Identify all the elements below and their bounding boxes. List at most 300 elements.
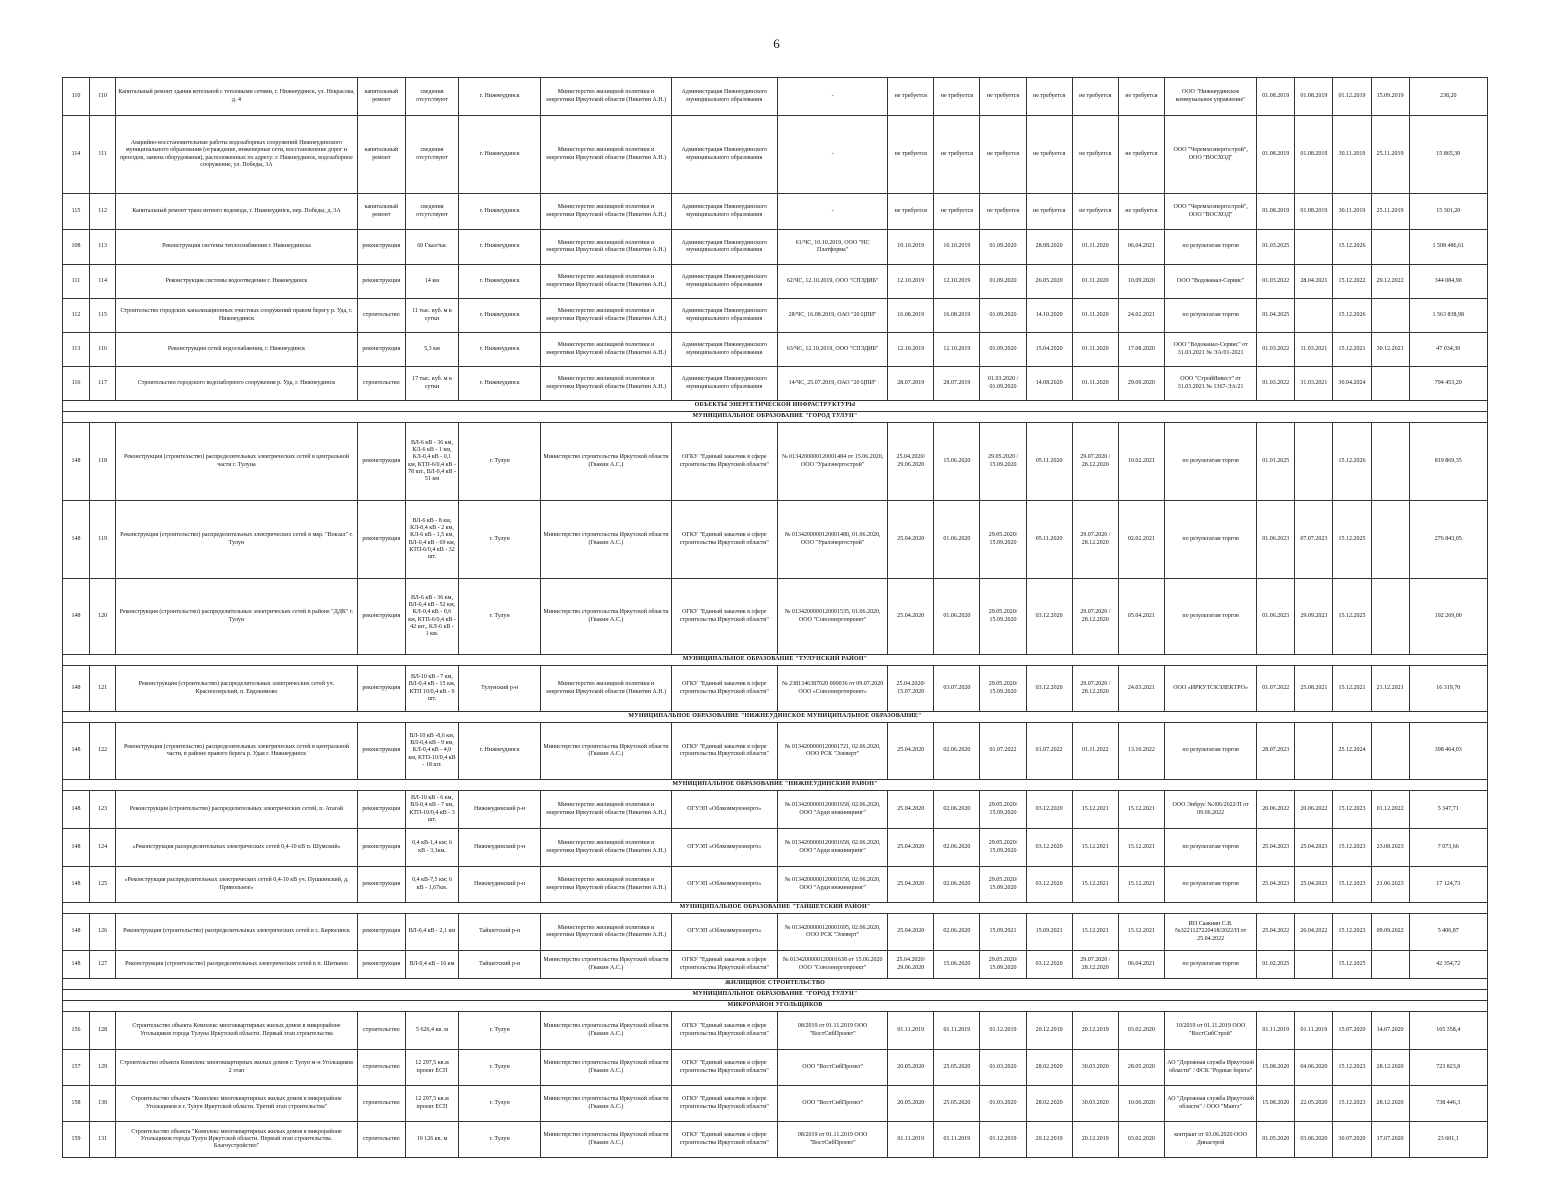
table-cell: 110 [90, 78, 116, 116]
table-cell: 148 [63, 666, 90, 712]
table-cell: 47 034,30 [1409, 333, 1487, 367]
table-cell: Министерство строительства Иркутской области (Гвакин А.С.) [541, 951, 671, 979]
table-cell: 01.06.2020 [934, 579, 980, 655]
table-cell: 21.12.2021 [1371, 666, 1409, 712]
table-cell: № 2381346387020 000036 от 09.07.2020 ООО «Союзэнергопроект» [777, 666, 887, 712]
section-heading-row [63, 903, 1488, 914]
table-cell: 01.03.2020 / 01.09.2020 [980, 367, 1026, 401]
table-row [63, 501, 1488, 579]
table-cell: капитальный ремонт [357, 78, 405, 116]
table-cell: 20.12.2019 [1026, 1122, 1072, 1158]
table-cell: 21.06.2023 [1371, 867, 1409, 903]
table-cell: 28.07.2023 [1257, 723, 1295, 780]
table-cell [1371, 367, 1409, 401]
table-cell: 42 354,72 [1409, 951, 1487, 979]
table-cell: - [777, 78, 887, 116]
table-cell: 29.05.2020/ 15.09.2020 [980, 867, 1026, 903]
table-cell: реконструкция [357, 791, 405, 829]
table-cell: 148 [63, 867, 90, 903]
table-cell: № 0134200000120001638 от 15.06.2020 ООО "Союзэнергопроект" [777, 951, 887, 979]
table-cell: 15.12.2021 [1072, 867, 1118, 903]
table-cell: ВЛ-10 кВ -8,6 км, ВЛ-0,4 кВ - 9 км, КЛ-0,4 кВ - 4,0 км, КТП-10/0,4 кВ - 18 шт. [405, 723, 458, 780]
table-cell: 04.06.2020 [1295, 1050, 1333, 1086]
table-cell: 15.09.2021 [980, 914, 1026, 951]
table-cell: 01.11.2019 [888, 1012, 934, 1050]
table-cell: по результатам торгов [1164, 951, 1256, 979]
table-cell: ВЛ-10 кВ - 7 км, ВЛ-0,4 кВ - 15 км, КТП 10/0,4 кВ - 9 шт. [405, 666, 458, 712]
table-cell: ОГКУ "Единый заказчик в сфере строительства Иркутской области" [671, 951, 777, 979]
table-cell: 01.08.2019 [1257, 116, 1295, 194]
table-cell: 344 084,90 [1409, 265, 1487, 299]
table-cell: 01.11.2019 [888, 1122, 934, 1158]
table-cell [1371, 423, 1409, 501]
section-heading-row [63, 655, 1488, 666]
table-cell: 25.04.2020 [888, 579, 934, 655]
table-cell: реконструкция [357, 829, 405, 867]
table-cell: № 0134200000120001695, 02.06.2020, ООО РСК "Элеверт" [777, 914, 887, 951]
table-cell: ОГКУ "Единый заказчик в сфере строительства Иркутской области" [671, 1122, 777, 1158]
table-cell: ВЛ-6 кВ - 36 км, КЛ-6 кВ - 1 км, КЛ-0,4 кВ - 0,1 км, КТП-6/0,4 кВ - 78 шт., ВЛ-0,4 кВ - 51 км [405, 423, 458, 501]
table-cell: ИП Саакиян С.В. №3221127220418/2022/П от 25.04.2022 [1164, 914, 1256, 951]
table-cell: г. Нижнеудинск [459, 194, 541, 230]
table-cell: ООО «ИРКУТСКЭЛЕКТРО» [1164, 666, 1256, 712]
table-cell: по результатам торгов [1164, 423, 1256, 501]
table-cell: 02.02.2021 [1118, 501, 1164, 579]
section-heading: ОБЪЕКТЫ ЭНЕРГЕТИЧЕСКОЙ ИНФРАСТРУКТУРЫ [63, 401, 1488, 412]
table-cell: ООО "Водоканал-Сервис" [1164, 265, 1256, 299]
table-cell: 01.06.2023 [1257, 501, 1295, 579]
table-cell: 158 [63, 1086, 90, 1122]
table-cell: реконструкция [357, 666, 405, 712]
table-cell: строительство [357, 1050, 405, 1086]
table-cell: 120 [90, 579, 116, 655]
table-cell: Администрация Нижнеудинского муниципального образования [671, 265, 777, 299]
table-row [63, 367, 1488, 401]
table-cell: 14/ЧС, 25.07.2019, ОАО "20 ЦПИ" [777, 367, 887, 401]
table-cell: 25.11.2019 [1371, 116, 1409, 194]
table-cell: 62/ЧС, 12.10.2019, ООО "СПЭДИБ" [777, 265, 887, 299]
table-cell: ОГКУ "Единый заказчик в сфере строительства Иркутской области" [671, 423, 777, 501]
table-cell: 02.06.2020 [934, 829, 980, 867]
table-cell: 276 843,05 [1409, 501, 1487, 579]
table-row [63, 299, 1488, 333]
table-cell: не требуется [980, 78, 1026, 116]
table-cell: 07.07.2023 [1295, 501, 1333, 579]
table-cell: 129 [90, 1050, 116, 1086]
table-cell: 28.12.2020 [1371, 1050, 1409, 1086]
table-cell: 31.03.2021 [1295, 367, 1333, 401]
table-cell: 10.10.2019 [934, 230, 980, 265]
table-cell: 01.08.2019 [1257, 78, 1295, 116]
table-cell: 17 124,73 [1409, 867, 1487, 903]
table-cell: 02.06.2020 [934, 723, 980, 780]
table-cell: № 0134200000120001535, 01.06.2020, ООО "Союзэнергопроект" [777, 579, 887, 655]
table-cell: 29.09.2023 [1295, 579, 1333, 655]
table-cell: не требуется [1026, 78, 1072, 116]
table-cell: 121 [90, 666, 116, 712]
table-cell: г. Тулун [459, 501, 541, 579]
table-cell: 28.04.2021 [1295, 265, 1333, 299]
section-heading-row [63, 990, 1488, 1001]
table-cell: Тайшетский р-н [459, 951, 541, 979]
table-cell: капитальный ремонт [357, 194, 405, 230]
table-cell: Строительство объекта "Комплекс многоквартирных жилых домов в микрорайоне Угольщиков города Тулун Иркутской области. Первый этап строительства. Благоустройство" [116, 1122, 358, 1158]
table-cell: 03.12.2020 [1026, 666, 1072, 712]
table-cell: 25.11.2019 [1371, 194, 1409, 230]
table-cell: 03.12.2020 [1026, 951, 1072, 979]
table-cell: 125 [90, 867, 116, 903]
table-cell: 01.12.2019 [1333, 78, 1371, 116]
table-cell: Министерство строительства Иркутской области (Гвакин А.С.) [541, 723, 671, 780]
table-cell: 165 358,4 [1409, 1012, 1487, 1050]
table-cell: 118 [90, 423, 116, 501]
table-cell: 25.04.2020 [888, 723, 934, 780]
table-cell: 5 626,4 кв. м [405, 1012, 458, 1050]
table-cell: 28.02.2020 [1026, 1050, 1072, 1086]
table-cell: 111 [90, 116, 116, 194]
table-cell: по результатам торгов [1164, 299, 1256, 333]
table-cell: 124 [90, 829, 116, 867]
table-cell: 30.11.2019 [1333, 116, 1371, 194]
table-cell: 29.05.2020/ 15.09.2020 [980, 791, 1026, 829]
table-cell: 25.12.2024 [1333, 723, 1371, 780]
table-cell: 17.08.2020 [1118, 333, 1164, 367]
table-cell [1371, 501, 1409, 579]
table-cell: 7 073,66 [1409, 829, 1487, 867]
table-cell: не требуется [1118, 78, 1164, 116]
table-cell: Министерство строительства Иркутской области (Гвакин А.С.) [541, 579, 671, 655]
section-heading: МУНИЦИПАЛЬНОЕ ОБРАЗОВАНИЕ "НИЖНЕУДИНСКОЕ МУНИЦИПАЛЬНОЕ ОБРАЗОВАНИЕ" [63, 712, 1488, 723]
table-cell: 28.12.2020 [1371, 1086, 1409, 1122]
table-cell: Администрация Нижнеудинского муниципального образования [671, 194, 777, 230]
table-cell: ООО "Водоканал-Сервис" от 31.03.2021 № ЭА/01-2021 [1164, 333, 1256, 367]
table-cell: 05.04.2021 [1118, 579, 1164, 655]
table-cell: капитальный ремонт [357, 116, 405, 194]
table-cell: 01.03.2022 [1257, 367, 1295, 401]
table-cell: 25.04.2020/ 29.06.2020 [888, 423, 934, 501]
table-cell: 01.02.2025 [1257, 951, 1295, 979]
table-cell: 01.08.2019 [1295, 116, 1333, 194]
table-cell: г. Нижнеудинск [459, 78, 541, 116]
table-cell: 15.06.2020 [934, 423, 980, 501]
table-row [63, 1086, 1488, 1122]
table-cell: 08/2019 от 01.11.2019 ООО "ВостСибПроект" [777, 1122, 887, 1158]
table-cell: 25.04.2020 [888, 791, 934, 829]
table-cell: Реконструкция (строительство) распределительных электрических сетей в центральной части г. Тулуна [116, 423, 358, 501]
table-cell: 15 301,20 [1409, 194, 1487, 230]
table-cell: 112 [63, 299, 90, 333]
table-cell: 25.04.2022 [1257, 914, 1295, 951]
table-cell: 61/ЧС, 10.10.2019, ООО "НС Платформа" [777, 230, 887, 265]
table-cell: 25.04.2020/ 15.07.2020 [888, 666, 934, 712]
table-cell: 01.07.2022 [980, 723, 1026, 780]
table-cell: 116 [90, 333, 116, 367]
table-cell: Министерство жилищной политики и энергетики Иркутской области (Никитин А.Н.) [541, 299, 671, 333]
table-cell: 0,4 кВ-1,4 км; 6 кВ - 3,1км. [405, 829, 458, 867]
table-cell: не требуется [934, 78, 980, 116]
table-cell [1295, 951, 1333, 979]
table-cell: г. Нижнеудинск [459, 367, 541, 401]
table-cell: реконструкция [357, 423, 405, 501]
table-cell: Министерство жилищной политики и энергетики Иркутской области (Никитин А.Н.) [541, 829, 671, 867]
table-cell: 01.12.2019 [980, 1012, 1026, 1050]
section-heading: МУНИЦИПАЛЬНОЕ ОБРАЗОВАНИЕ "ГОРОД ТУЛУН" [63, 990, 1488, 1001]
table-cell: Нижнеудинский р-н [459, 867, 541, 903]
table-cell: 20.06.2022 [1257, 791, 1295, 829]
table-cell: 17 тыс. куб. м в сутки [405, 367, 458, 401]
table-cell: Тайшетский р-н [459, 914, 541, 951]
table-cell: 148 [63, 423, 90, 501]
table-cell: 29.05.2020/ 15.09.2020 [980, 951, 1026, 979]
table-cell: 15 865,30 [1409, 116, 1487, 194]
table-cell: Строительство объекта Комплекс многоквартирных жилых домов г. Тулун м-н Угольщиков 2 этап [116, 1050, 358, 1086]
table-cell: 148 [63, 791, 90, 829]
table-cell: 01.08.2019 [1257, 194, 1295, 230]
table-cell: 794 453,20 [1409, 367, 1487, 401]
table-cell: 12.10.2019 [934, 333, 980, 367]
table-cell: Администрация Нижнеудинского муниципального образования [671, 333, 777, 367]
table-cell: 01.03.2022 [1257, 333, 1295, 367]
table-cell: 25.08.2021 [1295, 666, 1333, 712]
table-cell: 738 446,3 [1409, 1086, 1487, 1122]
table-cell: Строительство объекта Комплекс многоквартирных жилых домов в микрорайоне Угольщиков города Тулуна Иркутской области. Первый этап строительства [116, 1012, 358, 1050]
table-cell: ВЛ-6 кВ - 8 км, КЛ-0,4 кВ - 2 км, КЛ-6 кВ - 1,5 км, ВЛ-0,4 кВ - 69 км, КТП-6/0,4 кВ - 32 шт. [405, 501, 458, 579]
table-cell: 01.07.2022 [1257, 666, 1295, 712]
table-cell: 148 [63, 579, 90, 655]
table-cell: Реконструкция (строительство) распределительных электрических сетей в районе "ДДК" г. Тулун [116, 579, 358, 655]
table-cell: г. Тулун [459, 1012, 541, 1050]
section-heading: МИКРОРАЙОН УГОЛЬЩИКОВ [63, 1001, 1488, 1012]
table-cell: 09.09.2022 [1371, 914, 1409, 951]
table-cell: Министерство жилищной политики и энергетики Иркутской области (Никитин А.Н.) [541, 666, 671, 712]
table-cell: АО "Дорожная служба Иркутской области" / ФСК "Родные берега" [1164, 1050, 1256, 1086]
table-cell: 20.06.2022 [1295, 791, 1333, 829]
table-cell: 25.04.2023 [1295, 829, 1333, 867]
table-cell: 01.08.2019 [1295, 78, 1333, 116]
table-cell: - [777, 194, 887, 230]
table-cell: 01.11.2019 [1295, 1012, 1333, 1050]
table-cell: ОГКУ "Единый заказчик в сфере строительства Иркутской области" [671, 1050, 777, 1086]
table-cell: 08/2019 от 01.11.2019 ООО "ВостСибПроект" [777, 1012, 887, 1050]
table-row [63, 914, 1488, 951]
table-cell: 01.06.2023 [1257, 579, 1295, 655]
table-cell [1295, 723, 1333, 780]
table-cell: ВЛ-0,4 кВ - 16 км [405, 951, 458, 979]
table-cell: № 0134200000120001480, 01.06.2020, ООО "Уралэнергострой" [777, 501, 887, 579]
table-cell: 15.12.2025 [1333, 579, 1371, 655]
table-cell: реконструкция [357, 230, 405, 265]
table-cell: 15.12.2021 [1072, 829, 1118, 867]
table-cell: 11.03.2021 [1295, 333, 1333, 367]
table-cell: Капитальный ремонт здания котельной с тепловыми сетями, г. Нижнеудинск, ул. Некрасова, д. 4 [116, 78, 358, 116]
table-cell: № 0134200000120001658, 02.06.2020, ООО "Арди инжиниринг" [777, 791, 887, 829]
table-cell: г. Тулун [459, 1050, 541, 1086]
table-cell: ООО "Черемхоэнергострой", ООО "ВОСХОД" [1164, 116, 1256, 194]
table-row [63, 230, 1488, 265]
table-cell: 15.06.2020 [934, 951, 980, 979]
table-cell: 03.07.2020 [934, 666, 980, 712]
table-cell: 723 823,8 [1409, 1050, 1487, 1086]
table-cell: 01.06.2020 [934, 501, 980, 579]
table-cell: Администрация Нижнеудинского муниципального образования [671, 78, 777, 116]
table-cell: 15.12.2021 [1333, 666, 1371, 712]
table-cell: Нижнеудинский р-н [459, 829, 541, 867]
table-cell: 29.07.2020 / 28.12.2020 [1072, 423, 1118, 501]
table-cell: № 0134200000120001721, 02.06.2020, ООО РСК "Элеверт" [777, 723, 887, 780]
table-cell: 26.04.2022 [1295, 914, 1333, 951]
table-cell: сведения отсутствуют [405, 194, 458, 230]
table-cell: 01.07.2022 [1026, 723, 1072, 780]
table-cell: г. Нижнеудинск [459, 333, 541, 367]
table-cell: реконструкция [357, 914, 405, 951]
table-cell: строительство [357, 1122, 405, 1158]
table-row [63, 791, 1488, 829]
table-cell: реконструкция [357, 333, 405, 367]
table-cell: 03.12.2020 [1026, 867, 1072, 903]
table-cell: 192 269,00 [1409, 579, 1487, 655]
table-cell: 03.12.2020 [1026, 579, 1072, 655]
section-heading-row [63, 979, 1488, 990]
table-cell: г. Тулун [459, 1086, 541, 1122]
table-cell: 15.12.2021 [1118, 914, 1164, 951]
table-cell: 123 [90, 791, 116, 829]
table-cell: не требуется [888, 194, 934, 230]
table-cell: 5 406,87 [1409, 914, 1487, 951]
table-cell: 25.04.2020 [888, 867, 934, 903]
section-heading: МУНИЦИПАЛЬНОЕ ОБРАЗОВАНИЕ "ТАЙШЕТСКИЙ РАЙОН" [63, 903, 1488, 914]
table-cell: 116 [63, 367, 90, 401]
table-cell: ВЛ-0,4 кВ - 2,1 км [405, 914, 458, 951]
table-cell: 14.07.2020 [1371, 1012, 1409, 1050]
table-cell: 15.12.2026 [1333, 299, 1371, 333]
table-cell: 01.11.2020 [1072, 299, 1118, 333]
table-cell: 29.12.2022 [1371, 265, 1409, 299]
table-cell: 29.05.2020 / 15.09.2020 [980, 423, 1026, 501]
table-row [63, 1012, 1488, 1050]
table-row [63, 723, 1488, 780]
table-cell: ООО "ВостСибПроект" [777, 1050, 887, 1086]
table-cell: 15.08.2020 [1257, 1050, 1295, 1086]
table-cell: 128 [90, 1012, 116, 1050]
table-cell: 10/2019 от 01.11.2019 ООО "ВостСибСтрой" [1164, 1012, 1256, 1050]
section-heading: ЖИЛИЩНОЕ СТРОИТЕЛЬСТВО [63, 979, 1488, 990]
table-cell: г. Нижнеудинск [459, 116, 541, 194]
table-cell: № 0134200000120001484 от 15.06.2020, ООО "Уралэнергострой" [777, 423, 887, 501]
table-cell: Реконструкция сетей водоснабжения, г. Нижнеудинск [116, 333, 358, 367]
table-cell: 114 [90, 265, 116, 299]
table-row [63, 116, 1488, 194]
table-cell: 63/ЧС, 12.10.2019, ООО "СПЭДИБ" [777, 333, 887, 367]
table-cell: 398 464,03 [1409, 723, 1487, 780]
table-cell: 15.12.2021 [1333, 333, 1371, 367]
table-cell: 15.12.2023 [1333, 1050, 1371, 1086]
table-cell: 12.10.2019 [934, 265, 980, 299]
table-cell: 12 297,5 кв.м проект ЕСП [405, 1086, 458, 1122]
table-cell: Администрация Нижнеудинского муниципального образования [671, 230, 777, 265]
table-cell: 1 508 486,61 [1409, 230, 1487, 265]
section-heading-row [63, 712, 1488, 723]
table-cell: 25.05.2020 [934, 1050, 980, 1086]
table-cell: 14.08.2020 [1026, 367, 1072, 401]
table-cell: 238,20 [1409, 78, 1487, 116]
table-cell: ВЛ-6 кВ - 36 км, ВЛ-0,4 кВ - 52 км, КЛ-0,4 кВ - 0,6 км, КТП-6/0,4 кВ - 42 шт., КЛ-6 кВ - 1 км. [405, 579, 458, 655]
table-cell: 01.12.2019 [980, 1122, 1026, 1158]
table-cell: 28.08.2020 [1026, 230, 1072, 265]
table-cell: 29.07.2020 / 28.12.2020 [1072, 579, 1118, 655]
table-cell: 01.09.2020 [980, 265, 1026, 299]
table-cell: Министерство жилищной политики и энергетики Иркутской области (Никитин А.Н.) [541, 78, 671, 116]
table-cell: 157 [63, 1050, 90, 1086]
table-cell: 148 [63, 951, 90, 979]
section-heading-row [63, 1001, 1488, 1012]
table-cell: 117 [90, 367, 116, 401]
table-cell: 29.05.2020/ 15.09.2020 [980, 579, 1026, 655]
table-cell: Реконструкция системы водоотведения г. Нижнеудинск [116, 265, 358, 299]
table-cell: не требуется [1026, 116, 1072, 194]
table-cell: Реконструкция (строительство) распределительных электрических сетей в с. Бирюсинск [116, 914, 358, 951]
table-cell: Реконструкция (строительство) распределительных электрических сетей в центральной части, в районе правого берега р. Удая г. Нижнеудинск [116, 723, 358, 780]
table-cell [1295, 299, 1333, 333]
table-cell: контракт от 03.06.2020 ООО Династрой [1164, 1122, 1256, 1158]
section-heading: МУНИЦИПАЛЬНОЕ ОБРАЗОВАНИЕ "ГОРОД ТУЛУН" [63, 412, 1488, 423]
table-cell: 06.04.2021 [1118, 951, 1164, 979]
table-cell: не требуется [1118, 194, 1164, 230]
table-cell: 01.09.2020 [980, 299, 1026, 333]
table-cell: 130 [90, 1086, 116, 1122]
table-cell: ООО "Нижнеудинское коммунальное управление" [1164, 78, 1256, 116]
table-row [63, 423, 1488, 501]
table-cell: 01.11.2020 [1072, 367, 1118, 401]
table-cell: Министерство строительства Иркутской области (Гвакин А.С.) [541, 1122, 671, 1158]
table-cell: 30.03.2020 [1072, 1050, 1118, 1086]
table-cell: Министерство жилищной политики и энергетики Иркутской области (Никитин А.Н.) [541, 230, 671, 265]
table-cell: не требуется [1026, 194, 1072, 230]
section-heading-row [63, 401, 1488, 412]
table-cell: 01.09.2020 [980, 230, 1026, 265]
table-cell: 01.11.2019 [1257, 1012, 1295, 1050]
table-cell: ОГКУ "Единый заказчик в сфере строительства Иркутской области" [671, 666, 777, 712]
table-cell: г. Тулун [459, 423, 541, 501]
table-cell: 22.05.2020 [1295, 1086, 1333, 1122]
table-cell: ОГКУ "Единый заказчик в сфере строительства Иркутской области" [671, 1086, 777, 1122]
table-cell: г. Тулун [459, 579, 541, 655]
table-cell: 28.07.2019 [934, 367, 980, 401]
table-cell: Министерство жилищной политики и энергетики Иркутской области (Никитин А.Н.) [541, 194, 671, 230]
table-cell: 03.12.2020 [1026, 791, 1072, 829]
section-heading-row [63, 780, 1488, 791]
table-cell: 16 319,70 [1409, 666, 1487, 712]
table-cell: 60 Гкал/час [405, 230, 458, 265]
table-cell: 01.11.2022 [1072, 723, 1118, 780]
table-cell: Министерство строительства Иркутской области (Гвакин А.С.) [541, 1012, 671, 1050]
table-cell: ОГУЭП «Облкоммунэнерго» [671, 791, 777, 829]
table-cell: 02.06.2020 [934, 867, 980, 903]
table-cell: 0,4 кВ-7,5 км; 6 кВ - 1,67км. [405, 867, 458, 903]
table-row [63, 78, 1488, 116]
table-cell: сведения отсутствуют [405, 116, 458, 194]
table-row [63, 333, 1488, 367]
table-cell: сведения отсутствуют [405, 78, 458, 116]
page-number: 6 [773, 36, 780, 51]
table-cell: 03.12.2020 [1026, 829, 1072, 867]
table-cell: не требуется [1072, 78, 1118, 116]
table-row [63, 1122, 1488, 1158]
table-cell: 15.12.2023 [1333, 867, 1371, 903]
table-cell: реконструкция [357, 501, 405, 579]
table-cell: 20.12.2019 [1072, 1122, 1118, 1158]
objects-table [62, 77, 1488, 1158]
table-cell: 15.12.2021 [1118, 791, 1164, 829]
